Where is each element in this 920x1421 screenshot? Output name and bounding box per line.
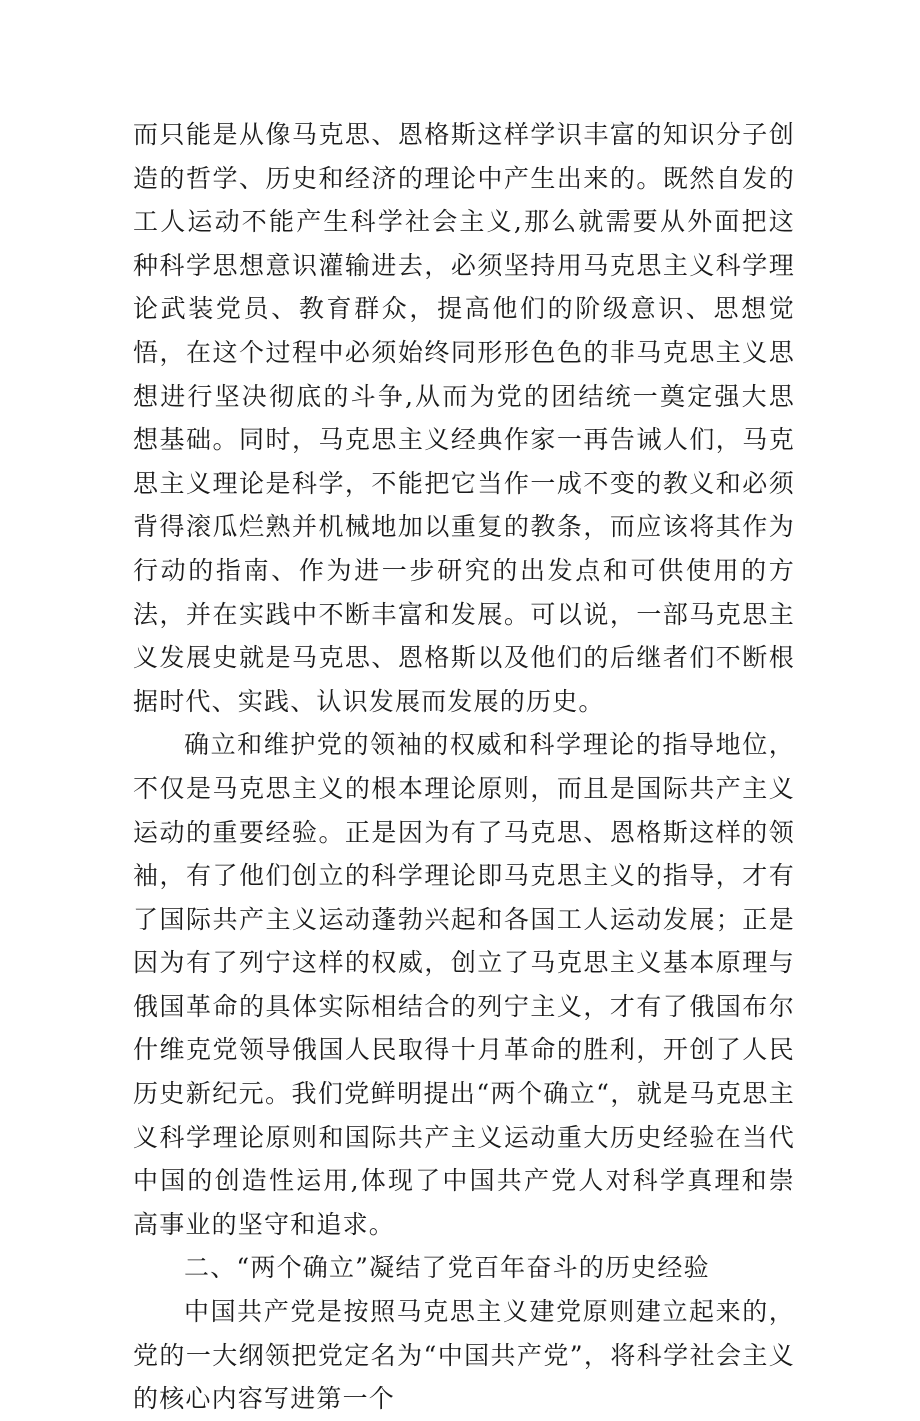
document-page [133,113,795,1421]
section-heading: 二、“两个确立”凝结了党百年奋斗的历史经验 [184,1253,710,1283]
body-paragraph-1: 而只能是从像马克思、恩格斯这样学识丰富的知识分子创造的哲学、历史和经济的理论中产生出来的。既然自发的工人运动不能产生科学社会主义,那么就需要从外面把这种科学思想意识灌输进去，必须坚持用马克思主义科学理论武装党员、教育群众，提高他们的阶级意识、思想觉悟，在这个过程中必须始终同形形色色的非马克思主义思想进行坚决彻底的斗争,从而为党的团结统一奠定强大思想基础。同时，马克思主义经典作家一再告诫人们，马克思主义理论是科学，不能把它当作一成不变的教义和必须背得滚瓜烂熟并机械地加以重复的教条，而应该将其作为行动的指南、作为进一步研究的出发点和可供使用的方法，并在实践中不断丰富和发展。可以说，一部马克思主义发展史就是马克思、恩格斯以及他们的后继者们不断根据时代、实践、认识发展而发展的历史。 [133,120,795,716]
body-paragraph-2: 确立和维护党的领袖的权威和科学理论的指导地位，不仅是马克思主义的根本理论原则，而且是国际共产主义运动的重要经验。正是因为有了马克思、恩格斯这样的领袖，有了他们创立的科学理论即马克思主义的指导，才有了国际共产主义运动蓬勃兴起和各国工人运动发展；正是因为有了列宁这样的权威，创立了马克思主义基本原理与俄国革命的具体实际相结合的列宁主义，才有了俄国布尔什维克党领导俄国人民取得十月革命的胜利，开创了人民历史新纪元。我们党鲜明提出“两个确立“，就是马克思主义科学理论原则和国际共产主义运动重大历史经验在当代中国的创造性运用,体现了中国共产党人对科学真理和崇高事业的坚守和追求。 [133,730,795,1239]
body-paragraph-3: 中国共产党是按照马克思主义建党原则建立起来的，党的一大纲领把党定名为“中国共产党”，将科学社会主义的核心内容写进第一个 [133,1297,795,1414]
